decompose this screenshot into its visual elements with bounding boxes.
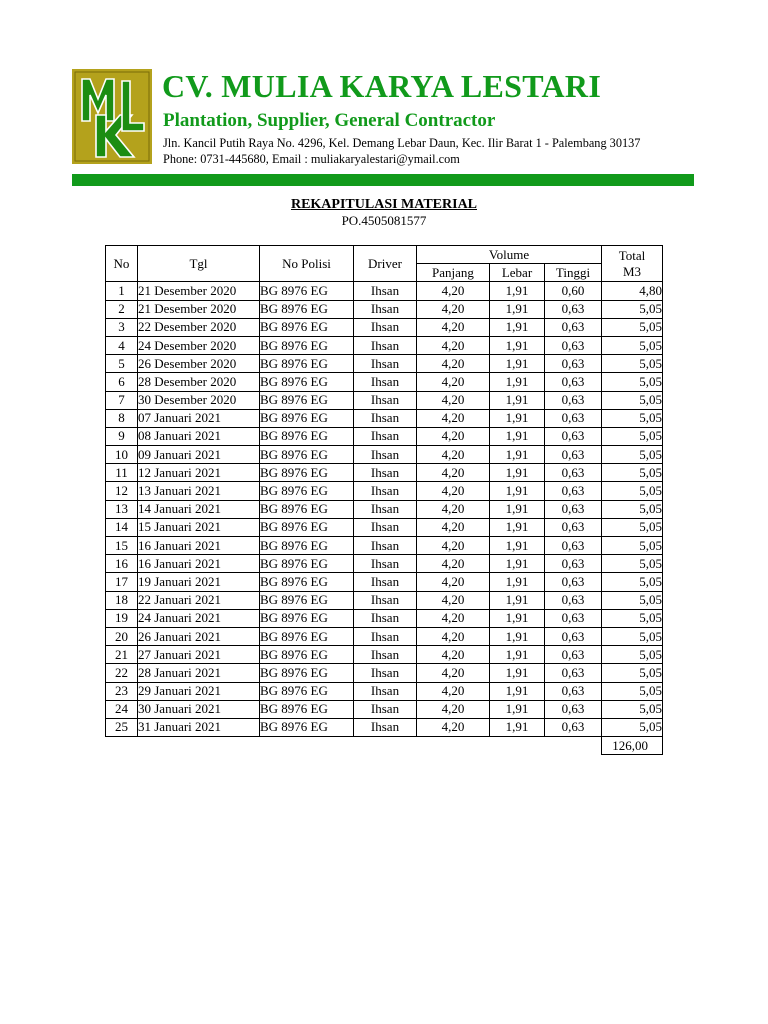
cell-no-polisi: BG 8976 EG	[260, 318, 354, 336]
cell-no-polisi: BG 8976 EG	[260, 373, 354, 391]
cell-no: 19	[106, 609, 138, 627]
cell-total-m3: 5,05	[602, 300, 663, 318]
cell-tgl: 28 Desember 2020	[138, 373, 260, 391]
cell-driver: Ihsan	[354, 664, 417, 682]
cell-panjang: 4,20	[417, 446, 490, 464]
cell-driver: Ihsan	[354, 318, 417, 336]
cell-lebar: 1,91	[490, 464, 545, 482]
cell-lebar: 1,91	[490, 427, 545, 445]
cell-no-polisi: BG 8976 EG	[260, 336, 354, 354]
cell-no-polisi: BG 8976 EG	[260, 446, 354, 464]
table-row	[106, 646, 663, 664]
cell-lebar: 1,91	[490, 700, 545, 718]
table-row	[106, 427, 663, 445]
cell-no-polisi: BG 8976 EG	[260, 391, 354, 409]
cell-no-polisi: BG 8976 EG	[260, 482, 354, 500]
cell-tgl: 31 Januari 2021	[138, 718, 260, 736]
cell-tgl: 13 Januari 2021	[138, 482, 260, 500]
table-row	[106, 609, 663, 627]
header-driver: Driver	[354, 246, 417, 282]
cell-no: 21	[106, 646, 138, 664]
cell-panjang: 4,20	[417, 627, 490, 645]
cell-panjang: 4,20	[417, 282, 490, 300]
cell-tgl: 30 Januari 2021	[138, 700, 260, 718]
grand-total-row	[106, 737, 663, 755]
cell-tinggi: 0,63	[545, 591, 602, 609]
cell-no: 8	[106, 409, 138, 427]
cell-tgl: 29 Januari 2021	[138, 682, 260, 700]
cell-total-m3: 5,05	[602, 537, 663, 555]
cell-driver: Ihsan	[354, 700, 417, 718]
cell-lebar: 1,91	[490, 627, 545, 645]
cell-no: 7	[106, 391, 138, 409]
cell-panjang: 4,20	[417, 609, 490, 627]
cell-total-m3: 5,05	[602, 573, 663, 591]
cell-panjang: 4,20	[417, 682, 490, 700]
cell-tinggi: 0,63	[545, 627, 602, 645]
cell-lebar: 1,91	[490, 518, 545, 536]
cell-lebar: 1,91	[490, 373, 545, 391]
cell-driver: Ihsan	[354, 336, 417, 354]
header-total-m3	[602, 246, 663, 282]
cell-total-m3: 4,80	[602, 282, 663, 300]
cell-lebar: 1,91	[490, 409, 545, 427]
cell-lebar: 1,91	[490, 646, 545, 664]
cell-panjang: 4,20	[417, 336, 490, 354]
table-row	[106, 446, 663, 464]
document-title: REKAPITULASI MATERIAL	[290, 197, 478, 212]
company-address: Jln. Kancil Putih Raya No. 4296, Kel. Demang Lebar Daun, Kec. Ilir Barat 1 - Palembang 30137	[163, 136, 641, 150]
cell-tinggi: 0,63	[545, 682, 602, 700]
cell-total-m3: 5,05	[602, 609, 663, 627]
cell-panjang: 4,20	[417, 591, 490, 609]
cell-no-polisi: BG 8976 EG	[260, 500, 354, 518]
cell-tgl: 07 Januari 2021	[138, 409, 260, 427]
table-row	[106, 318, 663, 336]
cell-tgl: 19 Januari 2021	[138, 573, 260, 591]
cell-total-m3: 5,05	[602, 373, 663, 391]
cell-driver: Ihsan	[354, 391, 417, 409]
cell-no: 1	[106, 282, 138, 300]
cell-panjang: 4,20	[417, 355, 490, 373]
material-recap-table	[105, 245, 663, 755]
header-m3-label: M3	[622, 263, 642, 279]
po-number: PO.4505081577	[341, 213, 427, 228]
cell-driver: Ihsan	[354, 591, 417, 609]
cell-driver: Ihsan	[354, 500, 417, 518]
cell-panjang: 4,20	[417, 537, 490, 555]
cell-total-m3: 5,05	[602, 409, 663, 427]
cell-total-m3: 5,05	[602, 500, 663, 518]
table-row	[106, 300, 663, 318]
cell-no: 25	[106, 718, 138, 736]
cell-total-m3: 5,05	[602, 355, 663, 373]
cell-tgl: 30 Desember 2020	[138, 391, 260, 409]
cell-panjang: 4,20	[417, 518, 490, 536]
cell-total-m3: 5,05	[602, 518, 663, 536]
cell-total-m3: 5,05	[602, 446, 663, 464]
cell-driver: Ihsan	[354, 373, 417, 391]
table-row	[106, 664, 663, 682]
cell-no: 3	[106, 318, 138, 336]
cell-panjang: 4,20	[417, 718, 490, 736]
cell-no: 10	[106, 446, 138, 464]
grand-total-value: 126,00	[602, 737, 663, 755]
cell-lebar: 1,91	[490, 591, 545, 609]
cell-tgl: 08 Januari 2021	[138, 427, 260, 445]
cell-total-m3: 5,05	[602, 664, 663, 682]
table-header	[106, 246, 663, 282]
cell-driver: Ihsan	[354, 646, 417, 664]
cell-driver: Ihsan	[354, 555, 417, 573]
cell-panjang: 4,20	[417, 482, 490, 500]
cell-no-polisi: BG 8976 EG	[260, 555, 354, 573]
cell-driver: Ihsan	[354, 718, 417, 736]
table-body	[106, 282, 663, 737]
cell-driver: Ihsan	[354, 427, 417, 445]
cell-no-polisi: BG 8976 EG	[260, 682, 354, 700]
header-divider	[72, 174, 694, 186]
cell-no: 16	[106, 555, 138, 573]
cell-panjang: 4,20	[417, 318, 490, 336]
cell-tgl: 22 Januari 2021	[138, 591, 260, 609]
cell-driver: Ihsan	[354, 537, 417, 555]
cell-driver: Ihsan	[354, 518, 417, 536]
cell-no-polisi: BG 8976 EG	[260, 355, 354, 373]
table-row	[106, 700, 663, 718]
cell-driver: Ihsan	[354, 627, 417, 645]
cell-lebar: 1,91	[490, 573, 545, 591]
table-row	[106, 555, 663, 573]
cell-no: 6	[106, 373, 138, 391]
company-logo	[72, 69, 152, 164]
cell-no-polisi: BG 8976 EG	[260, 537, 354, 555]
cell-tinggi: 0,63	[545, 300, 602, 318]
cell-driver: Ihsan	[354, 409, 417, 427]
header-no: No	[106, 246, 138, 282]
cell-tinggi: 0,63	[545, 573, 602, 591]
cell-panjang: 4,20	[417, 646, 490, 664]
cell-lebar: 1,91	[490, 391, 545, 409]
header-panjang: Panjang	[417, 264, 490, 282]
cell-tinggi: 0,63	[545, 391, 602, 409]
cell-panjang: 4,20	[417, 664, 490, 682]
cell-total-m3: 5,05	[602, 464, 663, 482]
cell-driver: Ihsan	[354, 482, 417, 500]
cell-lebar: 1,91	[490, 555, 545, 573]
table-row	[106, 373, 663, 391]
cell-lebar: 1,91	[490, 718, 545, 736]
cell-total-m3: 5,05	[602, 427, 663, 445]
cell-total-m3: 5,05	[602, 700, 663, 718]
cell-tinggi: 0,63	[545, 427, 602, 445]
cell-no: 9	[106, 427, 138, 445]
cell-no-polisi: BG 8976 EG	[260, 427, 354, 445]
header-volume: Volume	[417, 246, 602, 264]
cell-tinggi: 0,63	[545, 318, 602, 336]
cell-panjang: 4,20	[417, 700, 490, 718]
cell-tinggi: 0,63	[545, 446, 602, 464]
cell-tinggi: 0,63	[545, 409, 602, 427]
cell-no-polisi: BG 8976 EG	[260, 518, 354, 536]
cell-tinggi: 0,63	[545, 336, 602, 354]
cell-no: 15	[106, 537, 138, 555]
cell-panjang: 4,20	[417, 373, 490, 391]
table-row	[106, 409, 663, 427]
cell-no: 20	[106, 627, 138, 645]
cell-no-polisi: BG 8976 EG	[260, 646, 354, 664]
cell-total-m3: 5,05	[602, 718, 663, 736]
cell-panjang: 4,20	[417, 500, 490, 518]
cell-no-polisi: BG 8976 EG	[260, 591, 354, 609]
cell-tgl: 15 Januari 2021	[138, 518, 260, 536]
table-row	[106, 573, 663, 591]
cell-no: 14	[106, 518, 138, 536]
table-row	[106, 537, 663, 555]
grand-total-spacer	[106, 737, 602, 755]
table-row	[106, 518, 663, 536]
cell-panjang: 4,20	[417, 573, 490, 591]
cell-panjang: 4,20	[417, 555, 490, 573]
cell-tinggi: 0,63	[545, 464, 602, 482]
table-row	[106, 682, 663, 700]
cell-tinggi: 0,63	[545, 718, 602, 736]
cell-tgl: 26 Januari 2021	[138, 627, 260, 645]
cell-tinggi: 0,63	[545, 355, 602, 373]
cell-no-polisi: BG 8976 EG	[260, 718, 354, 736]
table-row	[106, 464, 663, 482]
cell-tinggi: 0,63	[545, 609, 602, 627]
cell-tinggi: 0,63	[545, 555, 602, 573]
cell-total-m3: 5,05	[602, 627, 663, 645]
cell-no: 23	[106, 682, 138, 700]
cell-lebar: 1,91	[490, 482, 545, 500]
cell-tinggi: 0,60	[545, 282, 602, 300]
cell-driver: Ihsan	[354, 300, 417, 318]
cell-total-m3: 5,05	[602, 682, 663, 700]
cell-no: 12	[106, 482, 138, 500]
cell-no-polisi: BG 8976 EG	[260, 664, 354, 682]
cell-lebar: 1,91	[490, 609, 545, 627]
cell-tgl: 21 Desember 2020	[138, 282, 260, 300]
cell-tgl: 09 Januari 2021	[138, 446, 260, 464]
cell-tgl: 24 Desember 2020	[138, 336, 260, 354]
cell-tgl: 22 Desember 2020	[138, 318, 260, 336]
header-total-label: Total	[618, 247, 646, 263]
cell-total-m3: 5,05	[602, 555, 663, 573]
cell-total-m3: 5,05	[602, 591, 663, 609]
cell-tinggi: 0,63	[545, 373, 602, 391]
cell-total-m3: 5,05	[602, 318, 663, 336]
cell-lebar: 1,91	[490, 500, 545, 518]
cell-lebar: 1,91	[490, 537, 545, 555]
cell-driver: Ihsan	[354, 282, 417, 300]
cell-driver: Ihsan	[354, 573, 417, 591]
cell-driver: Ihsan	[354, 355, 417, 373]
cell-tinggi: 0,63	[545, 700, 602, 718]
header-tinggi: Tinggi	[545, 264, 602, 282]
cell-no: 5	[106, 355, 138, 373]
cell-lebar: 1,91	[490, 282, 545, 300]
cell-no: 18	[106, 591, 138, 609]
table-row	[106, 591, 663, 609]
cell-tgl: 24 Januari 2021	[138, 609, 260, 627]
table-row	[106, 482, 663, 500]
cell-driver: Ihsan	[354, 464, 417, 482]
cell-driver: Ihsan	[354, 682, 417, 700]
cell-no: 4	[106, 336, 138, 354]
company-tagline: Plantation, Supplier, General Contractor	[163, 110, 496, 131]
cell-tinggi: 0,63	[545, 500, 602, 518]
cell-total-m3: 5,05	[602, 336, 663, 354]
cell-no: 24	[106, 700, 138, 718]
table-row	[106, 500, 663, 518]
cell-tgl: 16 Januari 2021	[138, 537, 260, 555]
company-contact: Phone: 0731-445680, Email : muliakaryalestari@ymail.com	[163, 152, 460, 166]
cell-driver: Ihsan	[354, 446, 417, 464]
cell-panjang: 4,20	[417, 464, 490, 482]
mkl-logo-icon	[72, 69, 152, 164]
table-row	[106, 355, 663, 373]
cell-lebar: 1,91	[490, 300, 545, 318]
cell-no-polisi: BG 8976 EG	[260, 609, 354, 627]
cell-tgl: 21 Desember 2020	[138, 300, 260, 318]
cell-total-m3: 5,05	[602, 482, 663, 500]
cell-no: 11	[106, 464, 138, 482]
table-row	[106, 718, 663, 736]
cell-lebar: 1,91	[490, 682, 545, 700]
header-lebar: Lebar	[490, 264, 545, 282]
cell-no-polisi: BG 8976 EG	[260, 282, 354, 300]
cell-no: 13	[106, 500, 138, 518]
cell-no: 17	[106, 573, 138, 591]
cell-no: 2	[106, 300, 138, 318]
table-row	[106, 336, 663, 354]
cell-panjang: 4,20	[417, 300, 490, 318]
company-name: CV. MULIA KARYA LESTARI	[162, 68, 602, 104]
cell-panjang: 4,20	[417, 427, 490, 445]
cell-lebar: 1,91	[490, 664, 545, 682]
cell-no-polisi: BG 8976 EG	[260, 573, 354, 591]
cell-total-m3: 5,05	[602, 646, 663, 664]
table-row	[106, 391, 663, 409]
header-tgl: Tgl	[138, 246, 260, 282]
table-row	[106, 282, 663, 300]
table-row	[106, 627, 663, 645]
cell-no-polisi: BG 8976 EG	[260, 300, 354, 318]
cell-panjang: 4,20	[417, 391, 490, 409]
cell-tgl: 27 Januari 2021	[138, 646, 260, 664]
cell-lebar: 1,91	[490, 336, 545, 354]
cell-tinggi: 0,63	[545, 664, 602, 682]
cell-panjang: 4,20	[417, 409, 490, 427]
cell-driver: Ihsan	[354, 609, 417, 627]
cell-tgl: 16 Januari 2021	[138, 555, 260, 573]
cell-lebar: 1,91	[490, 355, 545, 373]
cell-tgl: 26 Desember 2020	[138, 355, 260, 373]
cell-lebar: 1,91	[490, 318, 545, 336]
cell-no-polisi: BG 8976 EG	[260, 409, 354, 427]
cell-no-polisi: BG 8976 EG	[260, 627, 354, 645]
cell-no-polisi: BG 8976 EG	[260, 464, 354, 482]
cell-no-polisi: BG 8976 EG	[260, 700, 354, 718]
cell-tgl: 14 Januari 2021	[138, 500, 260, 518]
cell-total-m3: 5,05	[602, 391, 663, 409]
cell-lebar: 1,91	[490, 446, 545, 464]
cell-no: 22	[106, 664, 138, 682]
header-no-polisi: No Polisi	[260, 246, 354, 282]
cell-tgl: 28 Januari 2021	[138, 664, 260, 682]
cell-tinggi: 0,63	[545, 518, 602, 536]
cell-tgl: 12 Januari 2021	[138, 464, 260, 482]
cell-tinggi: 0,63	[545, 537, 602, 555]
cell-tinggi: 0,63	[545, 646, 602, 664]
cell-tinggi: 0,63	[545, 482, 602, 500]
